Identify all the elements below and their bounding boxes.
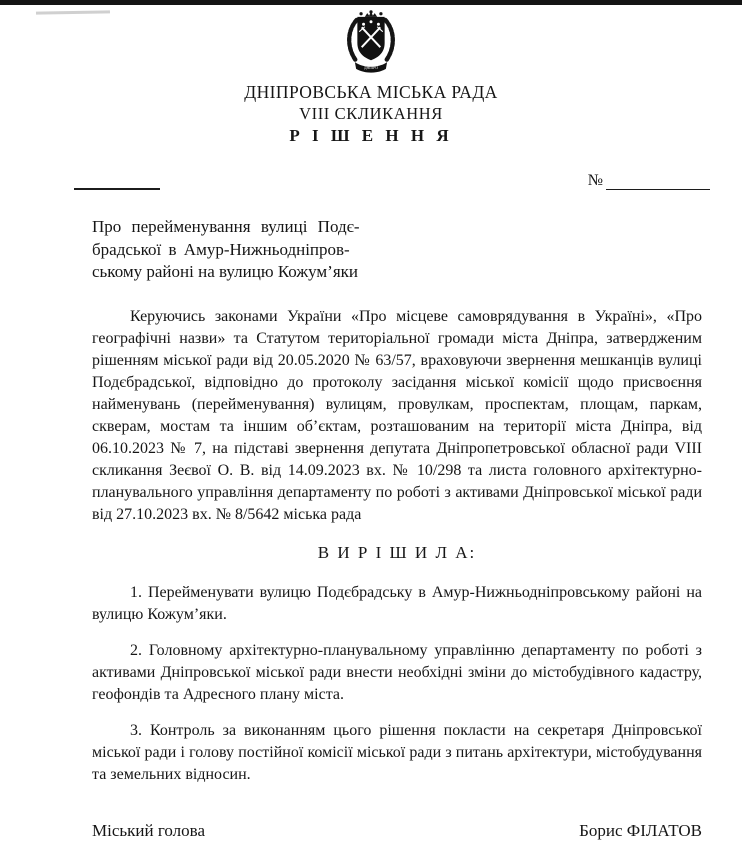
date-blank-line	[74, 174, 160, 190]
date-number-row	[74, 172, 710, 190]
convocation: VIII СКЛИКАННЯ	[299, 104, 443, 123]
resolution-item-3: 3. Контроль за виконанням цього рішення покласти на секретаря Дніпровської міської ради і голову постійної комісії міської ради з питань архітектури, містобудування та земельних відносин.	[92, 721, 702, 783]
signer-name: Борис ФІЛАТОВ	[579, 820, 702, 840]
signer-title: Міський голова	[92, 820, 205, 840]
document-body	[92, 216, 702, 842]
signature-row	[92, 820, 702, 842]
council-name: ДНІПРОВСЬКА МІСЬКА РАДА	[244, 82, 498, 102]
emblem-row	[0, 8, 742, 74]
scan-top-black-bar	[0, 0, 742, 5]
subject-line: брадської в Амур-Нижньодніпров-	[92, 239, 350, 259]
number-sign: №	[587, 172, 603, 189]
dnipro-coat-of-arms-icon	[340, 8, 402, 74]
preamble-paragraph: Керуючись законами України «Про місцеве самоврядування в Україні», «Про географічні назви» та Статутом територіальної громади міста Дніпра, затвердженим рішенням міської ради від 20.05.2020 № 63/57, враховуючи звернення мешканців вулиці Подєбрадської, відповідно до протоколу засідання міської комісії щодо присвоєння найменувань (перейменування) вулицям, провулкам, проспектам, площам, паркам, скверам, мостам та іншим об’єктам, розташованим на території міста Дніпра, від 06.10.2023 № 7, на підставі звернення депутата Дніпропетровської обласної ради VIII скликання Зеєвої О. В. від 14.09.2023 вх. № 10/298 та листа головного архітектурно-планувального управління департаменту по роботі з активами Дніпровської міської ради від 27.10.2023 вх. № 8/5642 міська рада	[92, 307, 702, 523]
number-field	[588, 172, 710, 190]
decision-subject	[92, 216, 422, 284]
subject-line: Про перейменування вулиці Подє-	[92, 217, 360, 236]
resolution-item-1: 1. Перейменувати вулицю Подєбрадську в Амур-Нижньодніпровському районі на вулицю Кожум’яки.	[92, 583, 702, 623]
subject-line: ському районі на вулицю Кожум’яки	[92, 262, 358, 281]
resolved-heading: В И Р І Ш И Л А:	[317, 542, 477, 562]
number-blank-line	[606, 176, 710, 190]
emblem-ribbon-text: ДНІПРО	[364, 65, 378, 70]
resolution-item-2: 2. Головному архітектурно-планувальному управлінню департаменту по роботі з активами Дніпровської міської ради внести необхідні зміни до містобудівного кадастру, геофондів та Адресного плану міста.	[92, 641, 702, 703]
document-type: Р І Ш Е Н Н Я	[289, 126, 453, 145]
